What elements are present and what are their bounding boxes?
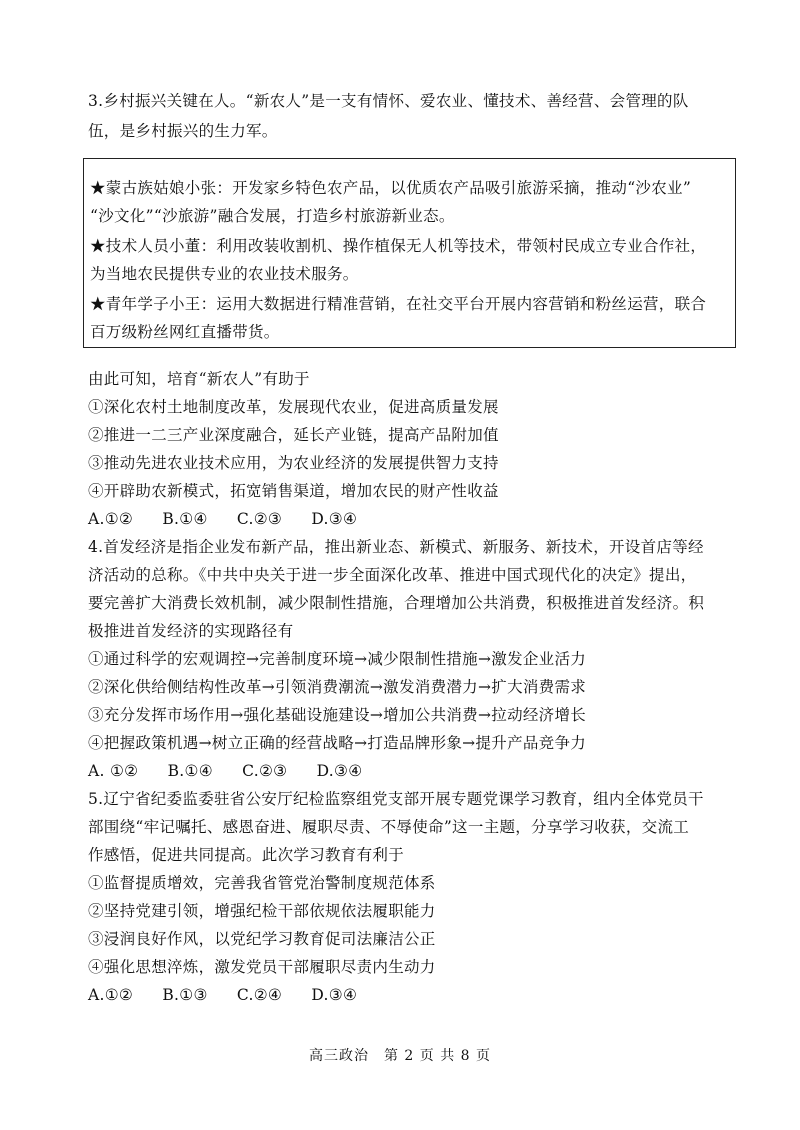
q5-item-3: ③浸润良好作风，以党纪学习教育促司法廉洁公正	[88, 930, 436, 948]
q3-material-box	[83, 158, 736, 348]
q3-box-line-1: ★蒙古族姑娘小张：开发家乡特色农产品，以优质农产品吸引旅游采摘，推动“沙农业”	[90, 179, 692, 197]
q4-item-4: ④把握政策机遇→树立正确的经营战略→打造品牌形象→提升产品竞争力	[88, 734, 587, 752]
q3-options	[88, 508, 381, 530]
q3-option-b[interactable]: B.①④	[162, 510, 208, 528]
q3-box-line-5: ★青年学子小王：运用大数据进行精准营销，在社交平台开展内容营销和粉丝运营，联合	[90, 295, 707, 313]
q3-box-line-6: 百万级粉丝网红直播带货。	[90, 323, 280, 341]
q4-stem-line-1: 4.首发经济是指企业发布新产品，推出新业态、新模式、新服务、新技术，开设首店等经	[88, 538, 704, 556]
q5-item-4: ④强化思想淬炼，激发党员干部履职尽责内生动力	[88, 958, 436, 976]
q3-stem-line-1: 3.乡村振兴关键在人。“新农人”是一支有情怀、爱农业、懂技术、善经营、会管理的队	[88, 92, 689, 110]
q5-option-b[interactable]: B.①③	[162, 986, 208, 1004]
q5-options	[88, 984, 381, 1006]
q4-options	[88, 760, 386, 782]
q5-stem-line-3: 作感悟，促进共同提高。此次学习教育有利于	[88, 846, 405, 864]
q3-option-a[interactable]: A.①②	[88, 510, 134, 528]
q3-option-d[interactable]: D.③④	[311, 510, 358, 528]
page-footer: 高三政治 第 2 页 共 8 页	[308, 1048, 492, 1064]
q5-option-c[interactable]: C.②④	[236, 986, 283, 1004]
q3-box-line-3: ★技术人员小董：利用改装收割机、操作植保无人机等技术，带领村民成立专业合作社，	[90, 237, 707, 255]
q4-option-a[interactable]: A. ①②	[88, 762, 139, 780]
q4-option-b[interactable]: B.①④	[167, 762, 213, 780]
q5-option-d[interactable]: D.③④	[311, 986, 358, 1004]
q3-item-4: ④开辟助农新模式，拓宽销售渠道，增加农民的财产性收益	[88, 482, 499, 500]
q3-stem-line-2: 伍，是乡村振兴的生力军。	[88, 122, 278, 140]
q5-stem-line-2: 部围绕“牢记嘱托、感恩奋进、履职尽责、不辱使命”这一主题，分享学习收获，交流工	[88, 818, 690, 836]
q3-box-line-2: “沙文化”“沙旅游”融合发展，打造乡村旅游新业态。	[90, 207, 455, 225]
q3-item-1: ①深化农村土地制度改革，发展现代农业，促进高质量发展	[88, 398, 499, 416]
q3-box-line-4: 为当地农民提供专业的农业技术服务。	[90, 265, 359, 283]
q5-option-a[interactable]: A.①②	[88, 986, 134, 1004]
q4-option-c[interactable]: C.②③	[242, 762, 288, 780]
q4-option-d[interactable]: D.③④	[316, 762, 363, 780]
q4-stem-line-4: 极推进首发经济的实现路径有	[88, 622, 294, 640]
q4-item-3: ③充分发挥市场作用→强化基础设施建设→增加公共消费→拉动经济增长	[88, 706, 587, 724]
q4-item-2: ②深化供给侧结构性改革→引领消费潮流→激发消费潜力→扩大消费需求	[88, 678, 587, 696]
q4-stem-line-3: 要完善扩大消费长效机制，减少限制性措施，合理增加公共消费，积极推进首发经济。积	[88, 594, 705, 612]
q5-stem-line-1: 5.辽宁省纪委监委驻省公安厅纪检监察组党支部开展专题党课学习教育，组内全体党员干	[88, 790, 704, 808]
q5-item-1: ①监督提质增效，完善我省管党治警制度规范体系	[88, 874, 436, 892]
q3-question: 由此可知，培育“新农人”有助于	[88, 370, 310, 388]
q4-stem-line-2: 济活动的总称。《中共中央关于进一步全面深化改革、推进中国式现代化的决定》提出，	[88, 566, 697, 584]
q5-item-2: ②坚持党建引领，增强纪检干部依规依法履职能力	[88, 902, 436, 920]
q3-item-2: ②推进一二三产业深度融合，延长产业链，提高产品附加值	[88, 426, 499, 444]
q3-option-c[interactable]: C.②③	[236, 510, 283, 528]
q4-item-1: ①通过科学的宏观调控→完善制度环境→减少限制性措施→激发企业活力	[88, 650, 587, 668]
q3-item-3: ③推动先进农业技术应用，为农业经济的发展提供智力支持	[88, 454, 499, 472]
